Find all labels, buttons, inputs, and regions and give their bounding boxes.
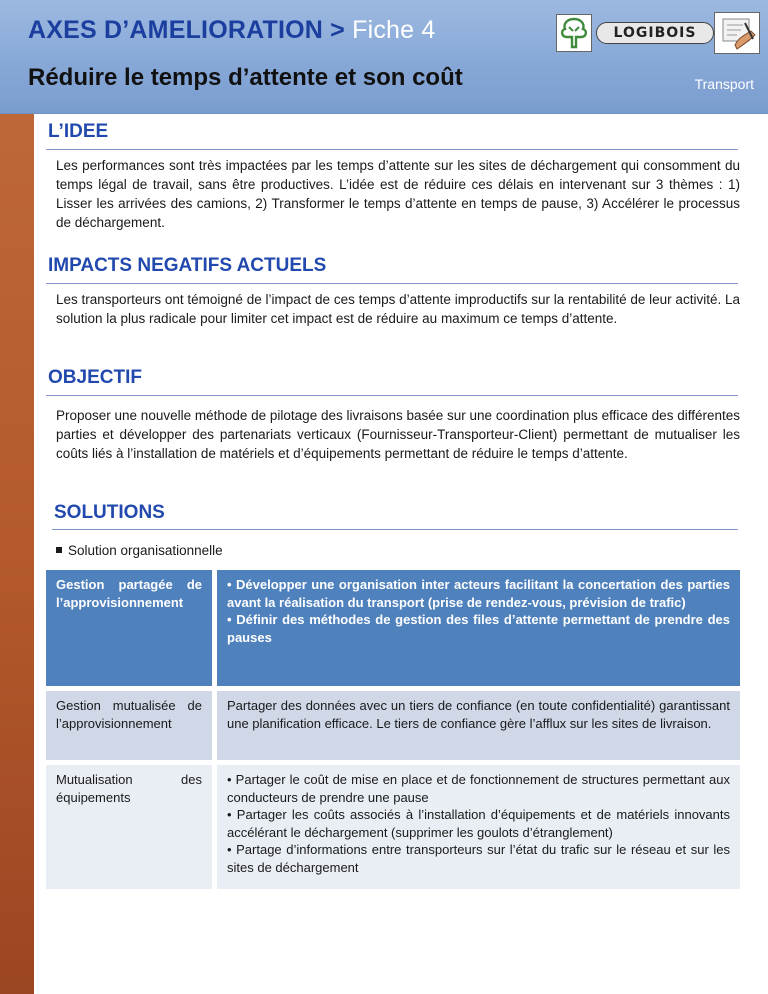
category-label: Transport	[694, 76, 754, 92]
row-line: • Partager les coûts associés à l’installation d’équipements et de matériels innovants accélérant le déchargement (supprimer les goulots d’étranglement)	[227, 807, 730, 840]
section-divider	[46, 283, 738, 284]
section-divider	[52, 529, 738, 530]
row-content	[217, 570, 740, 686]
square-bullet-icon	[56, 547, 62, 553]
solution-bullet-text: Solution organisationnelle	[68, 543, 223, 558]
table-row	[46, 570, 740, 686]
tree-icon	[556, 14, 592, 52]
page-header	[0, 0, 768, 114]
row-heading: Gestion partagée de l’approvisionnement	[46, 570, 212, 686]
row-heading: Gestion mutualisée de l’approvisionnement	[46, 691, 212, 760]
title-main: AXES D’AMELIORATION >	[28, 16, 345, 44]
section-text-idee: Les performances sont très impactées par les temps d’attente sur les sites de déchargement qui consomment du temps légal de travail, sans être productives. L’idée est de réduire ces délais en intervenant sur 3 thèmes : 1) Lisser les arrivées des camions, 2) Transformer le temps d’attente en temps de pause, 3) Accélérer le processus de déchargement.	[56, 158, 740, 230]
row-content	[217, 691, 740, 760]
row-line: • Définir des méthodes de gestion des files d’attente permettant de prendre des pauses	[227, 612, 730, 645]
solution-bullet	[56, 543, 223, 558]
section-title-objectif: OBJECTIF	[48, 367, 142, 388]
section-title-impacts: IMPACTS NEGATIFS ACTUELS	[48, 255, 327, 276]
row-line: Partager des données avec un tiers de confiance (en toute confidentialité) garantissant une planification efficace. Le tiers de confiance gère l’afflux sur les sites de livraison.	[227, 698, 730, 731]
section-text-impacts: Les transporteurs ont témoigné de l’impact de ces temps d’attente improductifs sur la rentabilité de leur activité. La solution la plus radicale pour limiter cet impact est de réduire au maximum ce temps d’attente.	[56, 292, 740, 326]
row-line: • Partage d’informations entre transporteurs sur l’état du trafic sur le réseau et sur les sites de déchargement	[227, 842, 730, 875]
row-line: • Développer une organisation inter acteurs facilitant la concertation des parties avant la réalisation du transport (prise de rendez-vous, prévision de trafic)	[227, 577, 730, 610]
table-row	[46, 691, 740, 760]
table-row	[46, 765, 740, 889]
page-subtitle: Réduire le temps d’attente et son coût	[28, 64, 463, 91]
side-color-strip	[0, 0, 34, 994]
section-title-idee: L’IDEE	[48, 121, 109, 142]
section-divider	[46, 149, 738, 150]
logo-wordmark: LOGIBOIS	[596, 22, 714, 44]
solutions-table	[46, 570, 740, 894]
row-line: • Partager le coût de mise en place et de fonctionnement de structures permettant aux conducteurs de prendre une pause	[227, 772, 730, 805]
title-suffix: Fiche 4	[352, 16, 436, 44]
hand-writing-icon	[714, 12, 760, 54]
row-content	[217, 765, 740, 889]
row-heading: Mutualisation des équipements	[46, 765, 212, 889]
section-text-objectif: Proposer une nouvelle méthode de pilotage des livraisons basée sur une coordination plus efficace des différentes parties et développer des partenariats verticaux (Fournisseur-Transporteur-Client) permettant de mutualiser les coûts liés à l’installation de matériels et d’équipements permettant de réduire le temps d’attente.	[56, 408, 740, 461]
logibois-logo	[556, 8, 764, 58]
section-divider	[46, 395, 738, 396]
page-title	[28, 16, 436, 45]
section-title-solutions: SOLUTIONS	[54, 502, 165, 523]
